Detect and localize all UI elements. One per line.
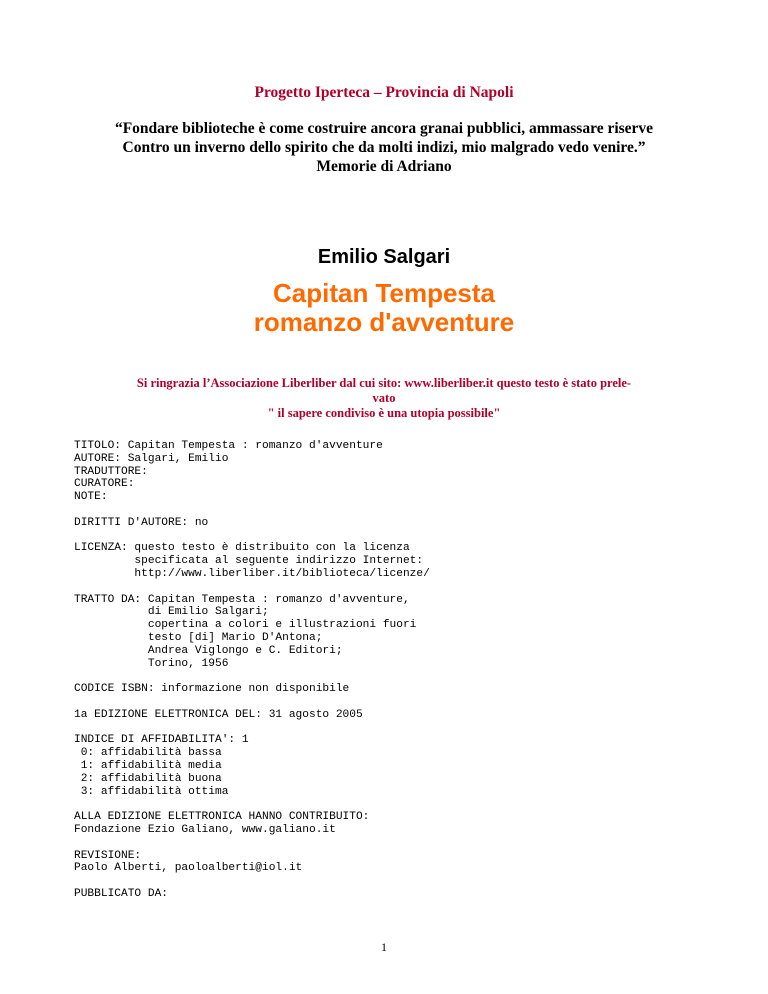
author-name: Emilio Salgari (317, 246, 451, 268)
epigraph-source: Memorie di Adriano (316, 158, 452, 175)
project-heading: Progetto Iperteca – Provincia di Napoli (254, 84, 514, 101)
acknowledgement (0, 376, 768, 421)
book-title (0, 279, 768, 337)
epigraph-line-1: “Fondare biblioteche è come costruire ancora granai pubblici, ammassare riserve (114, 120, 654, 137)
book-title-line-1: Capitan Tempesta (272, 278, 495, 308)
bibliographic-metadata: TITOLO: Capitan Tempesta : romanzo d'avventure AUTORE: Salgari, Emilio TRADUTTORE: CURATORE: NOTE: DIRITTI D'AUTORE: no LICENZA: questo testo è distribuito con la licenza specificata al seguente indirizzo Internet: http://www.liberliber.it/biblioteca/licenze/ TRATTO DA: Capitan Tempesta : romanzo d'avventure, di Emilio Salgari; copertina a colori e illustrazioni fuori testo [di] Mario D'Antona; Andrea Viglongo e C. Editori; Torino, 1956 CODICE ISBN: informazione non disponibile 1a EDIZIONE ELETTRONICA DEL: 31 agosto 2005 INDICE DI AFFIDABILITA': 1 0: affidabilità bassa 1: affidabilità media 2: affidabilità buona 3: affidabilità ottima ALLA EDIZIONE ELETTRONICA HANNO CONTRIBUITO: Fondazione Ezio Galiano, www.galiano.it REVISIONE: Paolo Alberti, paoloalberti@iol.it PUBBLICATO DA: (74, 440, 430, 900)
acknowledgement-line-2: vato (372, 391, 396, 405)
epigraph (0, 119, 768, 176)
epigraph-line-2: Contro un inverno dello spirito che da molti indizi, mio malgrado vedo venire.” (122, 139, 646, 156)
acknowledgement-line-3: " il sapere condiviso è una utopia possibile" (267, 406, 501, 420)
page-number: 1 (381, 940, 387, 954)
book-title-line-2: romanzo d'avventure (253, 307, 515, 337)
acknowledgement-line-1: Si ringrazia l’Associazione Liberliber dal cui sito: www.liberliber.it questo testo è stato prele- (136, 376, 632, 390)
